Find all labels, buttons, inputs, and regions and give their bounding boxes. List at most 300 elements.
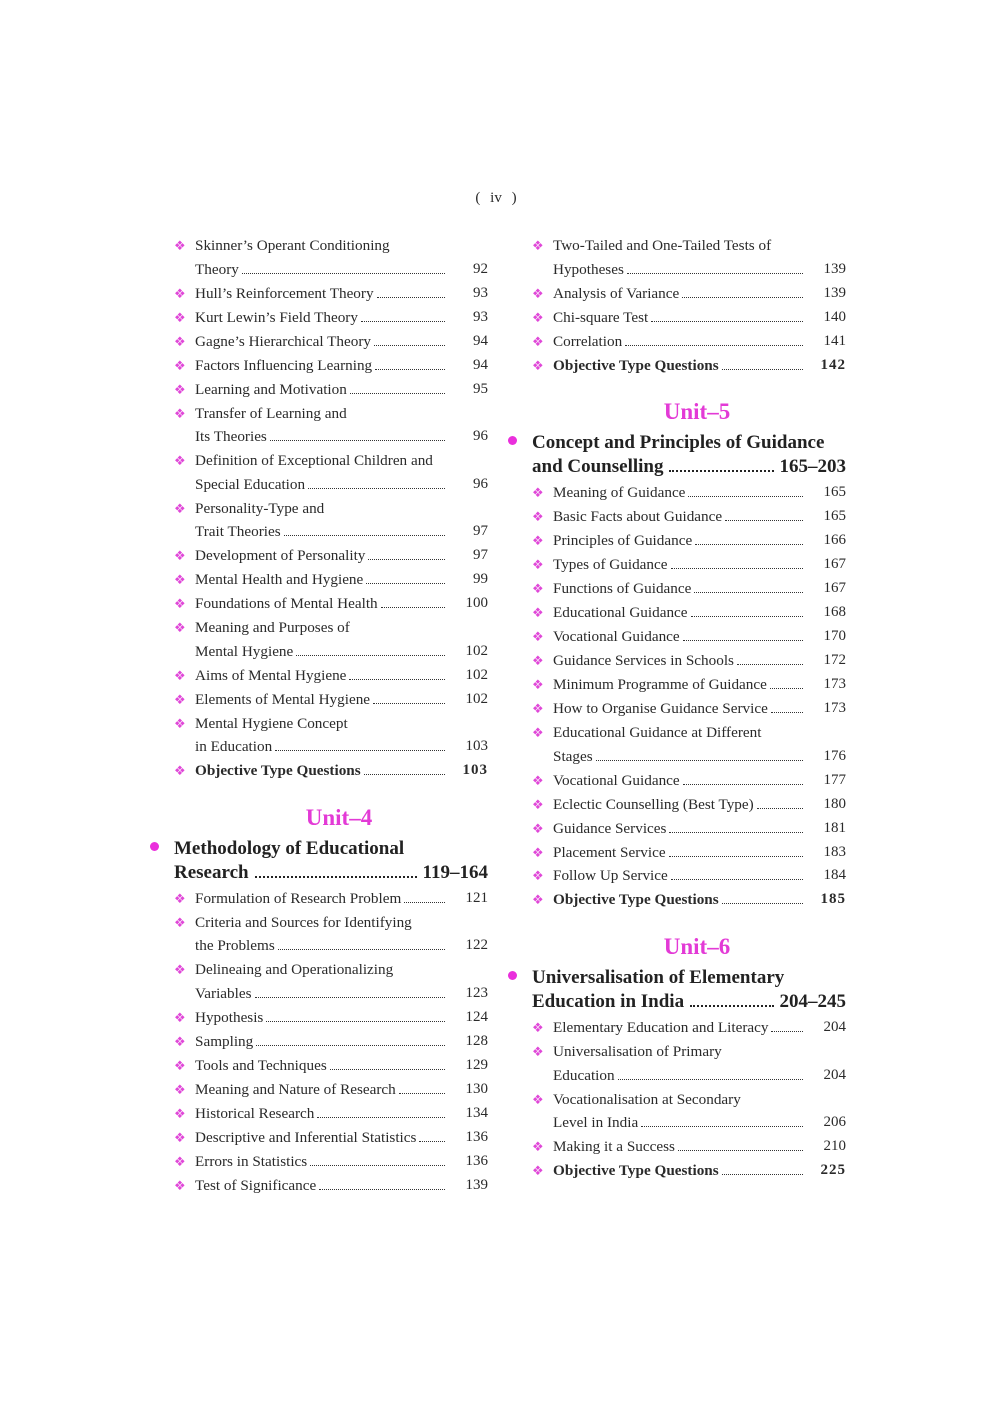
entry-line [553,697,806,721]
toc-entry [508,481,846,505]
entry-title: in Education [195,738,273,756]
dot-leader [683,784,803,785]
entry-title: Factors Influencing Learning [195,356,373,374]
dot-leader [404,902,445,903]
diamond-bullet-icon: ❖ [532,485,544,501]
diamond-bullet-icon: ❖ [174,1105,186,1121]
entry-line [195,378,448,402]
entry-line [195,1102,448,1126]
entry-title: Types of Guidance [553,556,668,574]
toc-entry [150,887,488,911]
diamond-bullet-icon: ❖ [174,548,186,564]
entry-line [553,529,806,553]
entry-title: Mental Hygiene [195,642,294,660]
toc-entry [150,1174,488,1198]
entry-line [195,282,448,306]
dot-leader [678,1150,803,1151]
dot-leader [419,1141,445,1142]
entry-line [195,982,448,1006]
entry-line [195,1078,448,1102]
entry-line [195,497,448,521]
entry-title: Meaning and Nature of Research [195,1081,396,1098]
entry-title: Gagne’s Hierarchical Theory [195,332,371,350]
unit-4-entries [150,887,488,1198]
entry-page-number: 183 [823,843,846,860]
diamond-bullet-icon: ❖ [174,1082,186,1097]
toc-entry [150,330,488,354]
toc-entry [150,1006,488,1030]
dot-leader [266,1021,445,1022]
entry-line [553,625,806,649]
diamond-bullet-icon: ❖ [174,962,186,978]
diamond-bullet-icon: ❖ [174,285,186,301]
toc-entry [508,505,846,529]
toc-entry [508,721,846,768]
section-title-text: Research [174,861,249,883]
entry-title: Chi-square Test [553,308,649,326]
dot-leader [255,997,445,998]
dot-leader [688,496,803,497]
dot-leader [349,679,445,680]
diamond-bullet-icon: ❖ [174,453,186,469]
entry-line [195,449,448,473]
toc-entry [150,664,488,688]
entry-line [195,1126,448,1150]
diamond-bullet-icon: ❖ [532,796,544,812]
entry-title: Meaning and Purposes of [195,619,350,637]
entry-page-number: 141 [823,332,846,349]
entry-title: Correlation [553,332,623,350]
unit-4-heading: Unit–4 [305,804,373,830]
unit-4-section [150,837,488,885]
entry-page-number: 204 [823,1019,846,1036]
entry-line [195,712,448,736]
dot-leader [725,520,803,521]
entry-title: Placement Service [553,843,666,861]
diamond-bullet-icon: ❖ [532,581,544,597]
entry-title: Elements of Mental Hygiene [195,690,371,708]
entry-page-number: 184 [823,867,846,884]
entry-title: Trait Theories [195,523,281,541]
toc-entry [508,1040,846,1087]
entry-line [553,841,806,865]
objective-questions-entry [508,1159,846,1183]
entry-title: Minimum Programme of Guidance [553,676,767,693]
entry-title: Making it a Success [553,1138,675,1156]
section-title [150,837,488,885]
toc-entry [150,958,488,1005]
entry-title: Level in India [553,1114,639,1132]
diamond-bullet-icon: ❖ [532,820,544,836]
entry-title: Delineaing and Operationalizing [195,961,394,979]
diamond-bullet-icon: ❖ [174,1034,186,1050]
entry-title: Eclectic Counselling (Best Type) [553,795,754,813]
entry-page-number: 165 [823,484,846,501]
diamond-bullet-icon: ❖ [532,533,544,549]
entry-page-number: 95 [473,380,488,397]
dot-leader [625,345,803,346]
dot-leader [381,607,445,608]
diamond-bullet-icon: ❖ [174,890,186,906]
entry-line [195,1030,448,1054]
entry-title: Two-Tailed and One-Tailed Tests of [553,237,772,254]
toc-entry [508,529,846,553]
entry-line [195,330,448,354]
entry-title: Mental Health and Hygiene [195,571,364,589]
entry-line [195,425,448,449]
entry-line [553,258,806,282]
diamond-bullet-icon: ❖ [174,1177,186,1193]
entry-line [553,481,806,505]
diamond-bullet-icon: ❖ [174,1153,186,1169]
toc-entry [508,234,846,281]
entry-page-number: 210 [823,1138,846,1155]
toc-entry [508,793,846,817]
dot-leader [270,440,445,441]
dot-leader [771,712,803,713]
diamond-bullet-icon: ❖ [532,557,544,573]
dot-leader [242,273,445,274]
dot-leader [596,760,803,761]
entry-line [553,1040,806,1064]
toc-entry [508,649,846,673]
entry-page-number: 140 [823,308,846,325]
entry-line [553,354,806,378]
entry-title: Educational Guidance at Different [553,723,762,741]
toc-entry [508,841,846,865]
section-title-text: Concept and Principles of Guidance [532,432,825,454]
entry-page-number: 185 [820,891,846,908]
toc-entry [150,354,488,378]
toc-entry [150,1150,488,1174]
entry-line [553,673,806,697]
entry-line [553,577,806,601]
entry-line [195,258,448,282]
dot-leader [284,535,445,536]
entry-page-number: 122 [465,937,488,954]
entry-title: Educational Guidance [553,604,688,622]
diamond-bullet-icon: ❖ [532,238,544,253]
entry-page-number: 97 [473,523,488,540]
diamond-bullet-icon: ❖ [532,357,544,373]
section-title-line [532,966,846,990]
toc-entry [508,306,846,330]
entry-line [195,640,448,664]
diamond-bullet-icon: ❖ [174,667,186,683]
entry-title: Guidance Services [553,819,667,837]
objective-questions-entry [508,888,846,912]
dot-leader [377,297,445,298]
entry-line [553,649,806,673]
entry-page-number: 172 [823,652,846,669]
toc-entry [508,673,846,697]
entry-line [195,473,448,497]
page-number: ( iv ) [475,190,517,206]
entry-line [553,1088,806,1112]
section-title-line [174,837,488,861]
toc-entry [150,234,488,281]
dot-leader [366,583,445,584]
section-title-text: and Counselling [532,456,664,478]
entry-page-number: 93 [473,308,488,325]
left-top-entries [150,234,488,783]
toc-entry [150,1102,488,1126]
entry-line [195,592,448,616]
dot-leader [695,544,803,545]
section-page-range: 119–164 [422,861,488,883]
left-column [150,234,488,1198]
entry-line [195,354,448,378]
entry-line [553,1111,806,1135]
entry-title: Descriptive and Inferential Statistics [195,1128,417,1146]
entry-title: Universalisation of Primary [553,1043,722,1061]
entry-title: Criteria and Sources for Identifying [195,913,412,931]
entry-page-number: 96 [473,475,488,492]
dot-leader [722,1174,803,1175]
entry-title: Hypothesis [195,1009,264,1027]
entry-title: Basic Facts about Guidance [553,508,723,526]
entry-title: Meaning of Guidance [553,484,686,502]
objective-questions-entry [508,354,846,378]
section-page-range: 204–245 [779,991,846,1013]
entry-line [195,934,448,958]
diamond-bullet-icon: ❖ [532,509,544,525]
diamond-bullet-icon: ❖ [174,500,186,516]
diamond-bullet-icon: ❖ [532,1044,544,1060]
entry-line [195,1150,448,1174]
dot-leader [691,616,803,617]
entry-page-number: 206 [823,1114,846,1131]
toc-entry [150,544,488,568]
toc-entry [150,497,488,544]
entry-line [553,1159,806,1183]
toc-entry [508,601,846,625]
entry-line [195,688,448,712]
dot-leader [399,1093,445,1094]
unit-5-section [508,431,846,479]
entry-page-number: 102 [465,642,488,659]
entry-page-number: 139 [823,260,846,277]
entry-page-number: 103 [462,762,488,779]
section-title-line [532,990,846,1014]
entry-page-number: 130 [465,1081,488,1097]
entry-title: Special Education [195,475,306,493]
toc-entry [508,1135,846,1159]
unit-6-section [508,966,846,1014]
toc-entry [150,1054,488,1078]
entry-line [195,568,448,592]
entry-page-number: 103 [465,738,488,755]
entry-line [553,505,806,529]
toc-entry [508,864,846,888]
entry-line [195,887,448,911]
entry-title: Hull’s Reinforcement Theory [195,284,374,302]
entry-line [553,234,806,258]
dot-leader [770,688,803,689]
entry-line [553,282,806,306]
entry-line [195,911,448,935]
entry-page-number: 166 [823,532,846,549]
dot-leader [627,273,803,274]
entry-page-number: 225 [820,1162,846,1179]
entry-line [553,1064,806,1088]
entry-page-number: 99 [473,571,488,588]
section-title-text: Universalisation of Elementary [532,967,785,989]
diamond-bullet-icon: ❖ [174,1010,186,1026]
entry-page-number: 167 [823,556,846,573]
diamond-bullet-icon: ❖ [174,357,186,373]
entry-page-number: 139 [823,284,846,301]
diamond-bullet-icon: ❖ [532,868,544,884]
dot-leader [671,568,804,569]
dot-leader [296,655,445,656]
entry-page-number: 142 [820,356,846,373]
section-title-line [174,861,488,885]
entry-page-number: 128 [465,1033,488,1050]
dot-leader [373,703,445,704]
entry-line [195,616,448,640]
entry-line [553,745,806,769]
dot-leader [669,470,773,472]
diamond-bullet-icon: ❖ [174,620,186,636]
entry-page-number: 92 [473,260,488,277]
entry-page-number: 136 [465,1152,488,1169]
section-title-text: Education in India [532,991,685,1013]
toc-entry [508,817,846,841]
unit-5-heading: Unit–5 [663,399,731,425]
diamond-bullet-icon: ❖ [532,1020,544,1036]
section-page-range: 165–203 [779,456,846,478]
diamond-bullet-icon: ❖ [532,653,544,669]
entry-title: Hypotheses [553,260,624,278]
entry-line [195,544,448,568]
toc-entry [150,1078,488,1102]
entry-line [195,759,448,783]
entry-page-number: 134 [465,1104,488,1121]
dot-leader [683,640,803,641]
entry-title: Stages [553,747,593,765]
dot-leader [256,1045,445,1046]
diamond-bullet-icon: ❖ [174,691,186,707]
diamond-bullet-icon: ❖ [174,381,186,397]
right-top-entries [508,234,846,377]
diamond-bullet-icon: ❖ [532,629,544,645]
diamond-bullet-icon: ❖ [532,700,544,716]
entry-line [553,601,806,625]
entry-title: Errors in Statistics [195,1152,308,1170]
entry-title: Functions of Guidance [553,580,692,598]
diamond-bullet-icon: ❖ [174,914,186,930]
entry-page-number: 93 [473,284,488,301]
entry-title: How to Organise Guidance Service [553,699,768,717]
dot-leader [722,369,803,370]
dot-leader [374,345,445,346]
toc-entry [508,330,846,354]
entry-page-number: 165 [823,508,846,525]
round-bullet-icon [508,971,517,980]
dot-leader [737,664,803,665]
entry-line [195,234,448,258]
section-title [508,966,846,1014]
diamond-bullet-icon: ❖ [532,724,544,740]
diamond-bullet-icon: ❖ [174,1129,186,1145]
entry-line [553,888,806,912]
entry-page-number: 94 [473,356,488,373]
entry-line [195,1006,448,1030]
toc-entry [508,625,846,649]
entry-page-number: 204 [823,1066,846,1083]
entry-line [195,1174,448,1198]
diamond-bullet-icon: ❖ [174,238,186,253]
toc-entry [508,553,846,577]
entry-page-number: 129 [465,1057,488,1074]
entry-title: Its Theories [195,428,267,446]
dot-leader [757,808,803,809]
diamond-bullet-icon: ❖ [532,605,544,621]
dot-leader [275,750,445,751]
entry-line [553,721,806,745]
toc-entry [150,712,488,759]
toc-entry [508,1016,846,1040]
entry-title: Principles of Guidance [553,532,693,550]
entry-title: Education [553,1066,615,1084]
entry-title: Theory [195,260,239,278]
section-title [508,431,846,479]
unit-6-heading: Unit–6 [663,934,731,960]
unit-5-entries [508,481,846,912]
entry-title: Transfer of Learning and [195,404,347,422]
entry-line [553,330,806,354]
toc-entry [150,1030,488,1054]
diamond-bullet-icon: ❖ [532,309,544,325]
toc-entry [508,577,846,601]
entry-title: Skinner’s Operant Conditioning [195,237,390,254]
dot-leader [278,949,445,950]
entry-line [195,520,448,544]
section-title-line [532,431,846,455]
toc-entry [150,306,488,330]
dot-leader [255,876,417,878]
entry-title: Variables [195,985,252,1003]
diamond-bullet-icon: ❖ [532,844,544,860]
entry-line [553,864,806,888]
entry-title: Objective Type Questions [195,762,361,780]
diamond-bullet-icon: ❖ [532,772,544,788]
entry-line [553,553,806,577]
diamond-bullet-icon: ❖ [532,1163,544,1179]
entry-page-number: 173 [823,676,846,692]
entry-line [553,793,806,817]
toc-entry [508,282,846,306]
entry-page-number: 102 [465,690,488,707]
dot-leader [310,1165,445,1166]
entry-title: Vocational Guidance [553,628,680,646]
toc-entry [150,449,488,496]
entry-title: Definition of Exceptional Children and [195,452,433,470]
entry-line [195,306,448,330]
entry-title: Sampling [195,1033,254,1051]
entry-line [195,958,448,982]
dot-leader [618,1079,803,1080]
diamond-bullet-icon: ❖ [532,892,544,908]
entry-title: Vocationalisation at Secondary [553,1090,741,1108]
entry-page-number: 96 [473,428,488,445]
toc-entry [150,616,488,663]
diamond-bullet-icon: ❖ [174,572,186,588]
entry-page-number: 100 [465,595,488,612]
entry-title: Tools and Techniques [195,1057,327,1075]
toc-entry [150,688,488,712]
